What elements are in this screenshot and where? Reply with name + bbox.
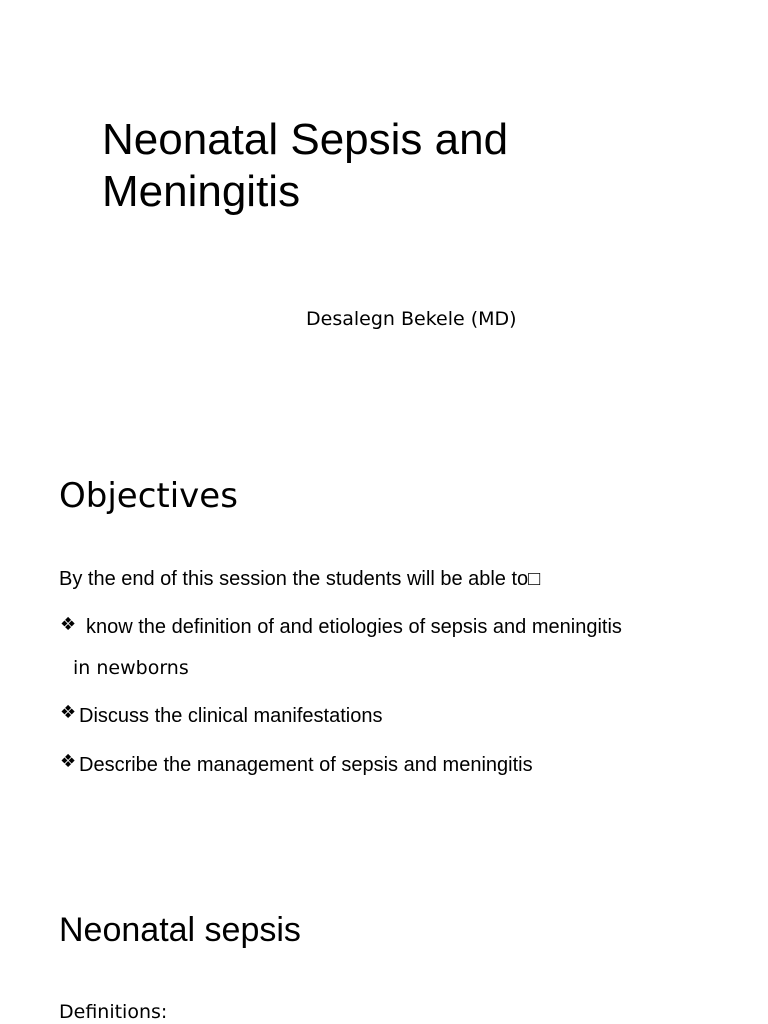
objective-item-continuation: in newborns — [73, 657, 189, 679]
diamond-bullet-icon: ❖ — [60, 751, 77, 772]
objective-item-text: know the definition of and etiologies of sepsis and meningitis — [86, 616, 622, 638]
diamond-bullet-icon: ❖ — [60, 702, 77, 723]
slide-title-line-2: Meningitis — [102, 167, 301, 216]
objectives-intro: By the end of this session the students will be able to□ — [59, 568, 541, 590]
author-name: Desalegn Bekele (MD) — [306, 308, 517, 330]
objectives-heading: Objectives — [59, 476, 238, 516]
slide-title-line-1: Neonatal Sepsis and — [102, 115, 509, 164]
objective-item-text: Describe the management of sepsis and meningitis — [79, 754, 533, 776]
neonatal-sepsis-heading: Neonatal sepsis — [59, 911, 301, 949]
objective-item-text: Discuss the clinical manifestations — [79, 705, 383, 727]
definitions-label: Definitions: — [59, 1001, 168, 1023]
diamond-bullet-icon: ❖ — [60, 614, 77, 635]
